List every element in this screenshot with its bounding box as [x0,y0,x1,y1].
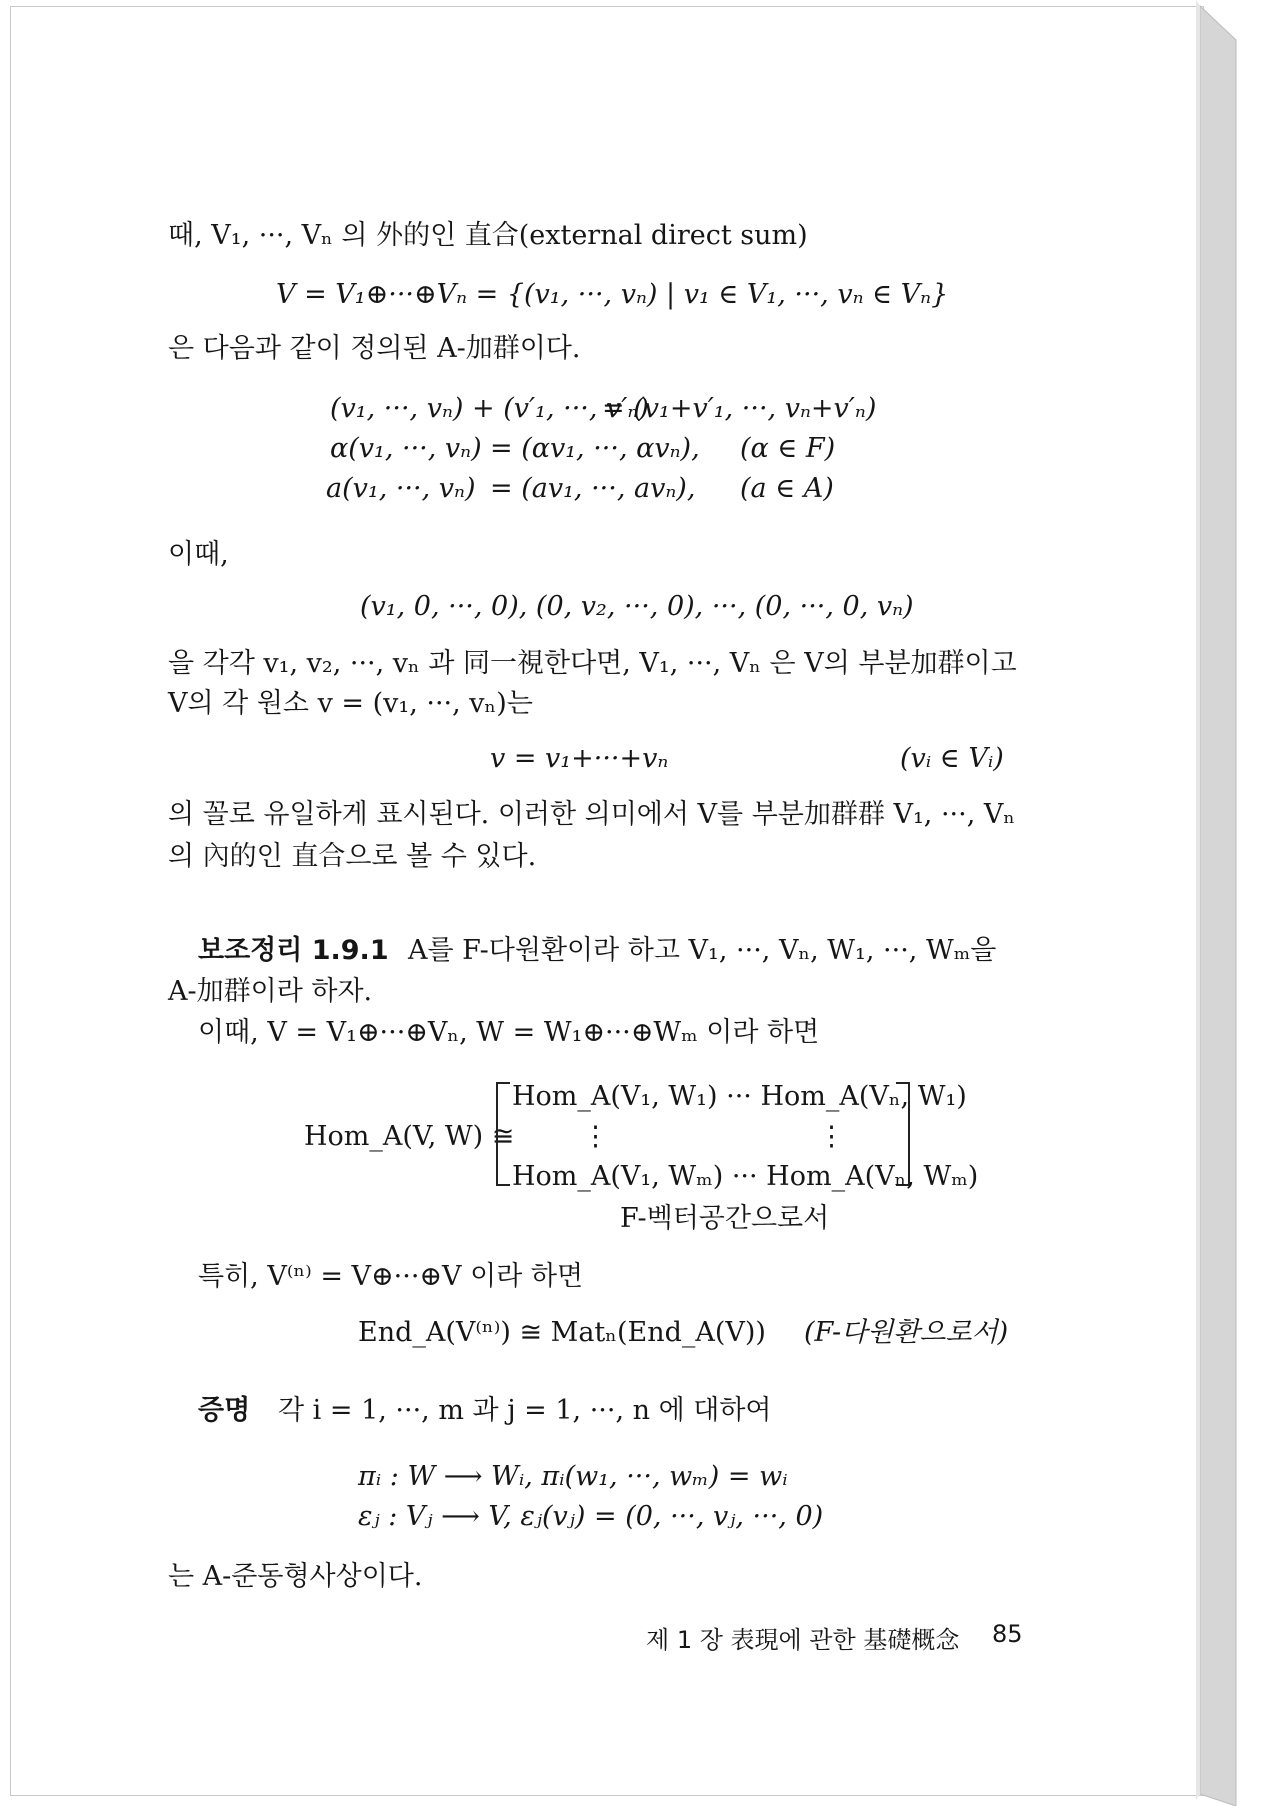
def-scalar-cond: (α ∈ F) [740,433,836,464]
def-addition-lhs: (v₁, ···, vₙ) + (v′₁, ···, v′ₙ) [330,393,649,424]
lemma-line-1: A를 F-다원환이라 하고 V₁, ···, Vₙ, W₁, ···, Wₘ을 [408,935,997,966]
then-line-5: 의 꼴로 유일하게 표시된다. 이러한 의미에서 V를 부분加群群 V₁, ···, Vₙ [168,799,1016,830]
def-scalar-rhs: = (αv₁, ···, αvₙ), [490,433,700,464]
def-algebra-cond: (a ∈ A) [740,473,834,504]
proof-line-1: 각 i = 1, ···, m 과 j = 1, ···, n 에 대하여 [278,1395,772,1426]
proof-label: 증명 [198,1395,251,1426]
def-algebra-rhs: = (av₁, ···, avₙ), [490,473,696,504]
direct-sum-equation: V = V₁⊕···⊕Vₙ = {(v₁, ···, vₙ) | v₁ ∈ V₁, ···, vₙ ∈ Vₙ} [276,279,949,310]
lemma-line-2: A-加群이라 하자. [168,976,373,1007]
def-addition-rhs: = (v₁+v′₁, ···, vₙ+v′ₙ) [602,393,877,424]
intro-line-1: 때, V₁, ···, Vₙ 의 外的인 直合(external direct sum) [168,220,808,251]
sum-condition: (vᵢ ∈ Vᵢ) [900,743,1004,774]
inclusion-map: εⱼ : Vⱼ ⟶ V, εⱼ(vⱼ) = (0, ···, vⱼ, ···, 0) [358,1501,824,1532]
end-equation: End_A(V⁽ⁿ⁾) ≅ Matₙ(End_A(V)) [358,1317,766,1348]
then-line-4: V의 각 원소 v = (v₁, ···, vₙ)는 [168,688,533,719]
sum-equation: v = v₁+···+vₙ [490,743,669,774]
matrix-dots-right: ⋮ [818,1121,845,1152]
then-line-3: 을 각각 v₁, v₂, ···, vₙ 과 同一視한다면, V₁, ···, Vₙ 은 V의 부분加群이고 [168,648,1017,679]
matrix-left-bracket [496,1082,510,1186]
intro-line-2: 은 다음과 같이 정의된 A-加群이다. [168,333,581,364]
matrix-note: F-벡터공간으로서 [620,1203,830,1234]
particular-line: 특히, V⁽ⁿ⁾ = V⊕···⊕V 이라 하면 [198,1261,584,1292]
end-condition: (F-다원환으로서) [804,1317,1009,1348]
def-scalar-lhs: α(v₁, ···, vₙ) [330,433,482,464]
page-number: 85 [992,1620,1023,1648]
matrix-row-3: Hom_A(V₁, Wₘ) ··· Hom_A(Vₙ, Wₘ) [512,1161,979,1192]
chapter-running-head: 제 1 장 表現에 관한 基礎概念 [646,1626,960,1654]
hom-lhs: Hom_A(V, W) ≅ [304,1121,515,1152]
matrix-row-1: Hom_A(V₁, W₁) ··· Hom_A(Vₙ, W₁) [512,1081,967,1112]
basis-vectors: (v₁, 0, ···, 0), (0, v₂, ···, 0), ···, (0, ···, 0, vₙ) [360,591,914,622]
then-line-6: 의 內的인 直合으로 볼 수 있다. [168,841,537,872]
matrix-dots-left: ⋮ [582,1121,609,1152]
proof-line-2: 는 A-준동형사상이다. [168,1561,423,1592]
def-algebra-lhs: a(v₁, ···, vₙ) [326,473,476,504]
projection-map: πᵢ : W ⟶ Wᵢ, πᵢ(w₁, ···, wₘ) = wᵢ [358,1461,788,1492]
lemma-label: 보조정리 1.9.1 [198,935,389,966]
lemma-line-3: 이때, V = V₁⊕···⊕Vₙ, W = W₁⊕···⊕Wₘ 이라 하면 [198,1017,820,1048]
then-label: 이때, [168,539,229,570]
